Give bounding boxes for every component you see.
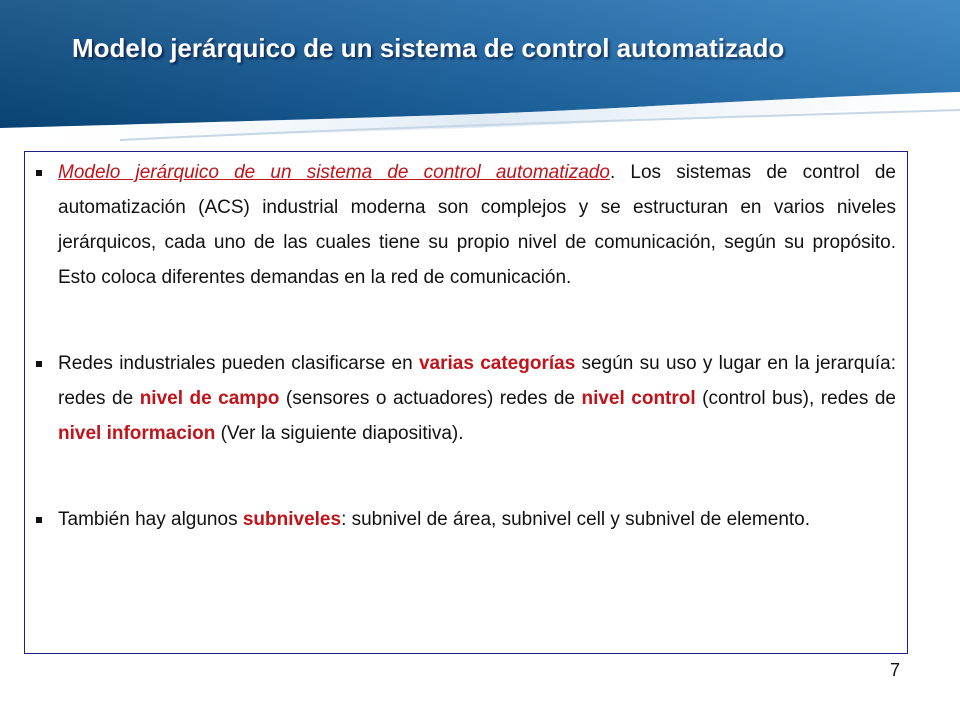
text-segment: : subnivel de área, subnivel cell y subnivel de elemento. xyxy=(341,509,811,530)
bullet-text xyxy=(58,155,896,295)
square-bullet-icon xyxy=(36,517,42,523)
text-segment: según su uso y lugar en la jerarquía: redes de xyxy=(58,353,896,409)
square-bullet-icon xyxy=(36,170,42,176)
bullet-item-sublevels xyxy=(36,502,896,537)
highlight-field-level: nivel de campo xyxy=(139,388,280,409)
highlight-sublevels: subniveles xyxy=(242,509,342,530)
square-bullet-icon xyxy=(36,361,42,367)
slide-title: Modelo jerárquico de un sistema de control automatizado xyxy=(72,33,785,63)
text-segment: Redes industriales pueden clasificarse en xyxy=(58,353,419,374)
highlight-information-level: nivel informacion xyxy=(58,423,216,444)
bullet-text xyxy=(58,502,896,537)
text-segment: También hay algunos xyxy=(58,509,243,530)
bullet-text xyxy=(58,346,896,451)
bullet-item-hierarchical-model xyxy=(36,155,896,295)
text-segment: (control bus), redes de xyxy=(695,388,896,409)
text-segment: (sensores o actuadores) redes de xyxy=(279,388,582,409)
text-segment: (Ver la siguiente diapositiva). xyxy=(215,423,464,444)
page-number: 7 xyxy=(889,660,900,680)
header-background xyxy=(0,0,960,150)
header-banner xyxy=(0,0,960,150)
bullet-item-network-categories xyxy=(36,346,896,451)
highlight-underlined: Modelo jerárquico de un sistema de control automatizado xyxy=(58,162,610,183)
bullet-text-rest: . Los sistemas de control de automatización (ACS) industrial moderna son complejos y se estructuran en varios niveles jerárquicos, cada uno de las cuales tiene su propio nivel de comunicación, según su propósito. Esto coloca diferentes demandas en la red de comunicación. xyxy=(58,162,896,288)
highlight-categories: varias categorías xyxy=(418,353,576,374)
highlight-control-level: nivel control xyxy=(581,388,696,409)
